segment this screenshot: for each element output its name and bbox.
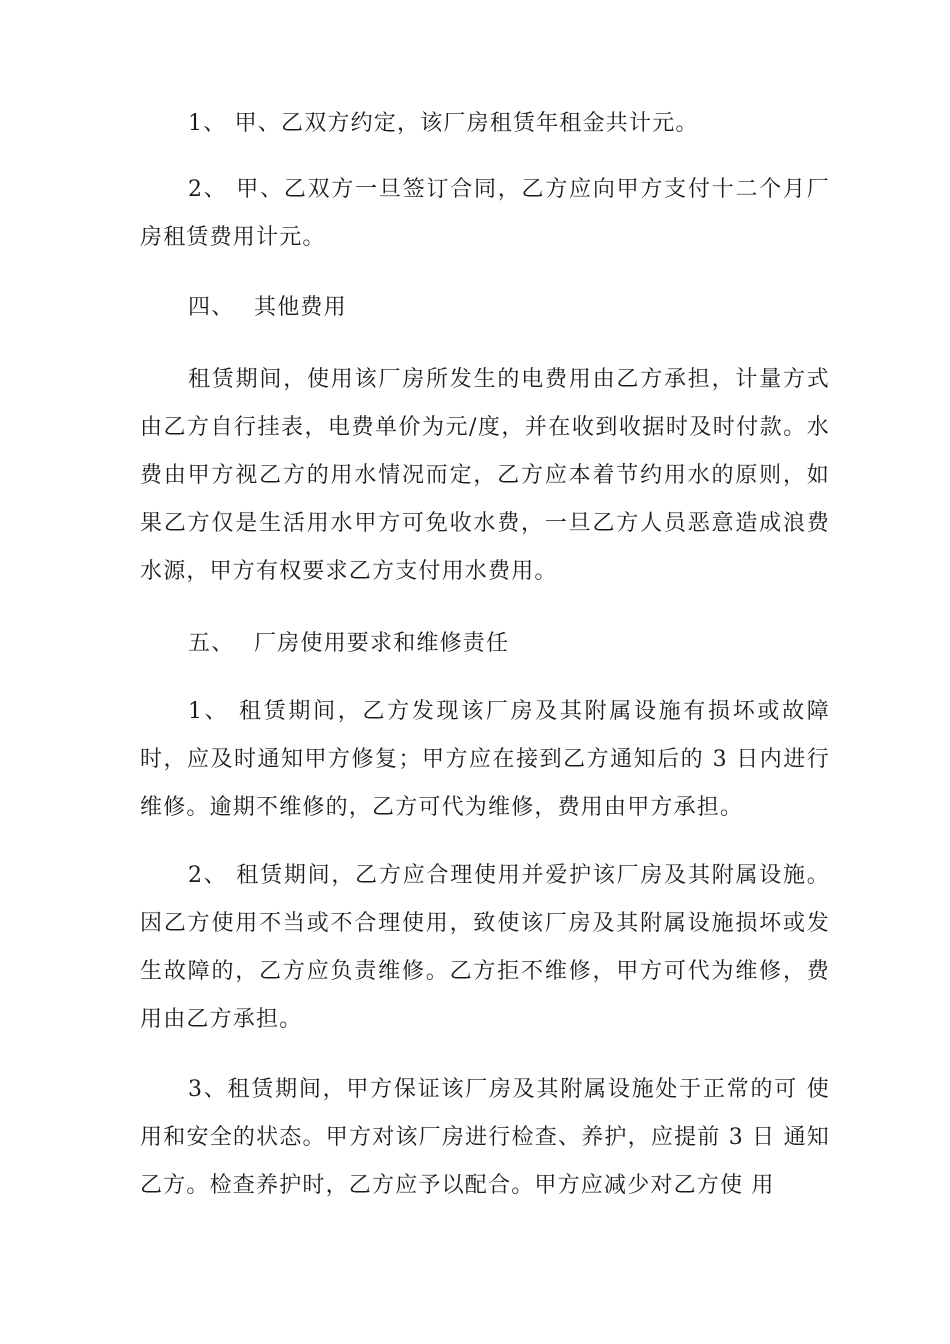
section-heading-maintenance <box>188 620 509 668</box>
section-number: 五、 <box>188 631 235 656</box>
paragraph-utility-fees: 租赁期间，使用该厂房所发生的电费用由乙方承担，计量方式由乙方自行挂表，电费单价为元/度，并在收到收据时及时付款。水费由甲方视乙方的用水情况而定，乙方应本着节约用水的原则，如果乙方仅是生活用水甲方可免收水费，一旦乙方人员恶意造成浪费水源，甲方有权要求乙方支付用水费用。 <box>140 367 830 584</box>
paragraph-proper-use: 2、 租赁期间，乙方应合理使用并爱护该厂房及其附属设施。因乙方使用不当或不合理使用，致使该厂房及其附属设施损坏或发生故障的，乙方应负责维修。乙方拒不维修，甲方可代为维修，费用由乙方承担。 <box>140 863 830 1032</box>
section-title: 其他费用 <box>254 295 347 320</box>
paragraph-safety-inspection: 3、租赁期间，甲方保证该厂房及其附属设施处于正常的可 使用和安全的状态。甲方对该厂房进行检查、养护，应提前 3 日 通知乙方。检查养护时，乙方应予以配合。甲方应减少对乙方使 用 <box>140 1077 830 1198</box>
paragraph-rent-annual: 1、 甲、乙双方约定，该厂房租赁年租金共计元。 <box>188 111 699 136</box>
section-number: 四、 <box>188 295 235 320</box>
section-title: 厂房使用要求和维修责任 <box>254 631 510 656</box>
paragraph-rent-payment: 2、 甲、乙双方一旦签订合同，乙方应向甲方支付十二个月厂房租赁费用计元。 <box>140 177 830 250</box>
section-heading-other-fees <box>188 284 347 332</box>
paragraph-repair-notification: 1、 租赁期间，乙方发现该厂房及其附属设施有损坏或故障时，应及时通知甲方修复；甲方应在接到乙方通知后的 3 日内进行维修。逾期不维修的，乙方可代为维修，费用由甲方承担。 <box>140 699 830 820</box>
